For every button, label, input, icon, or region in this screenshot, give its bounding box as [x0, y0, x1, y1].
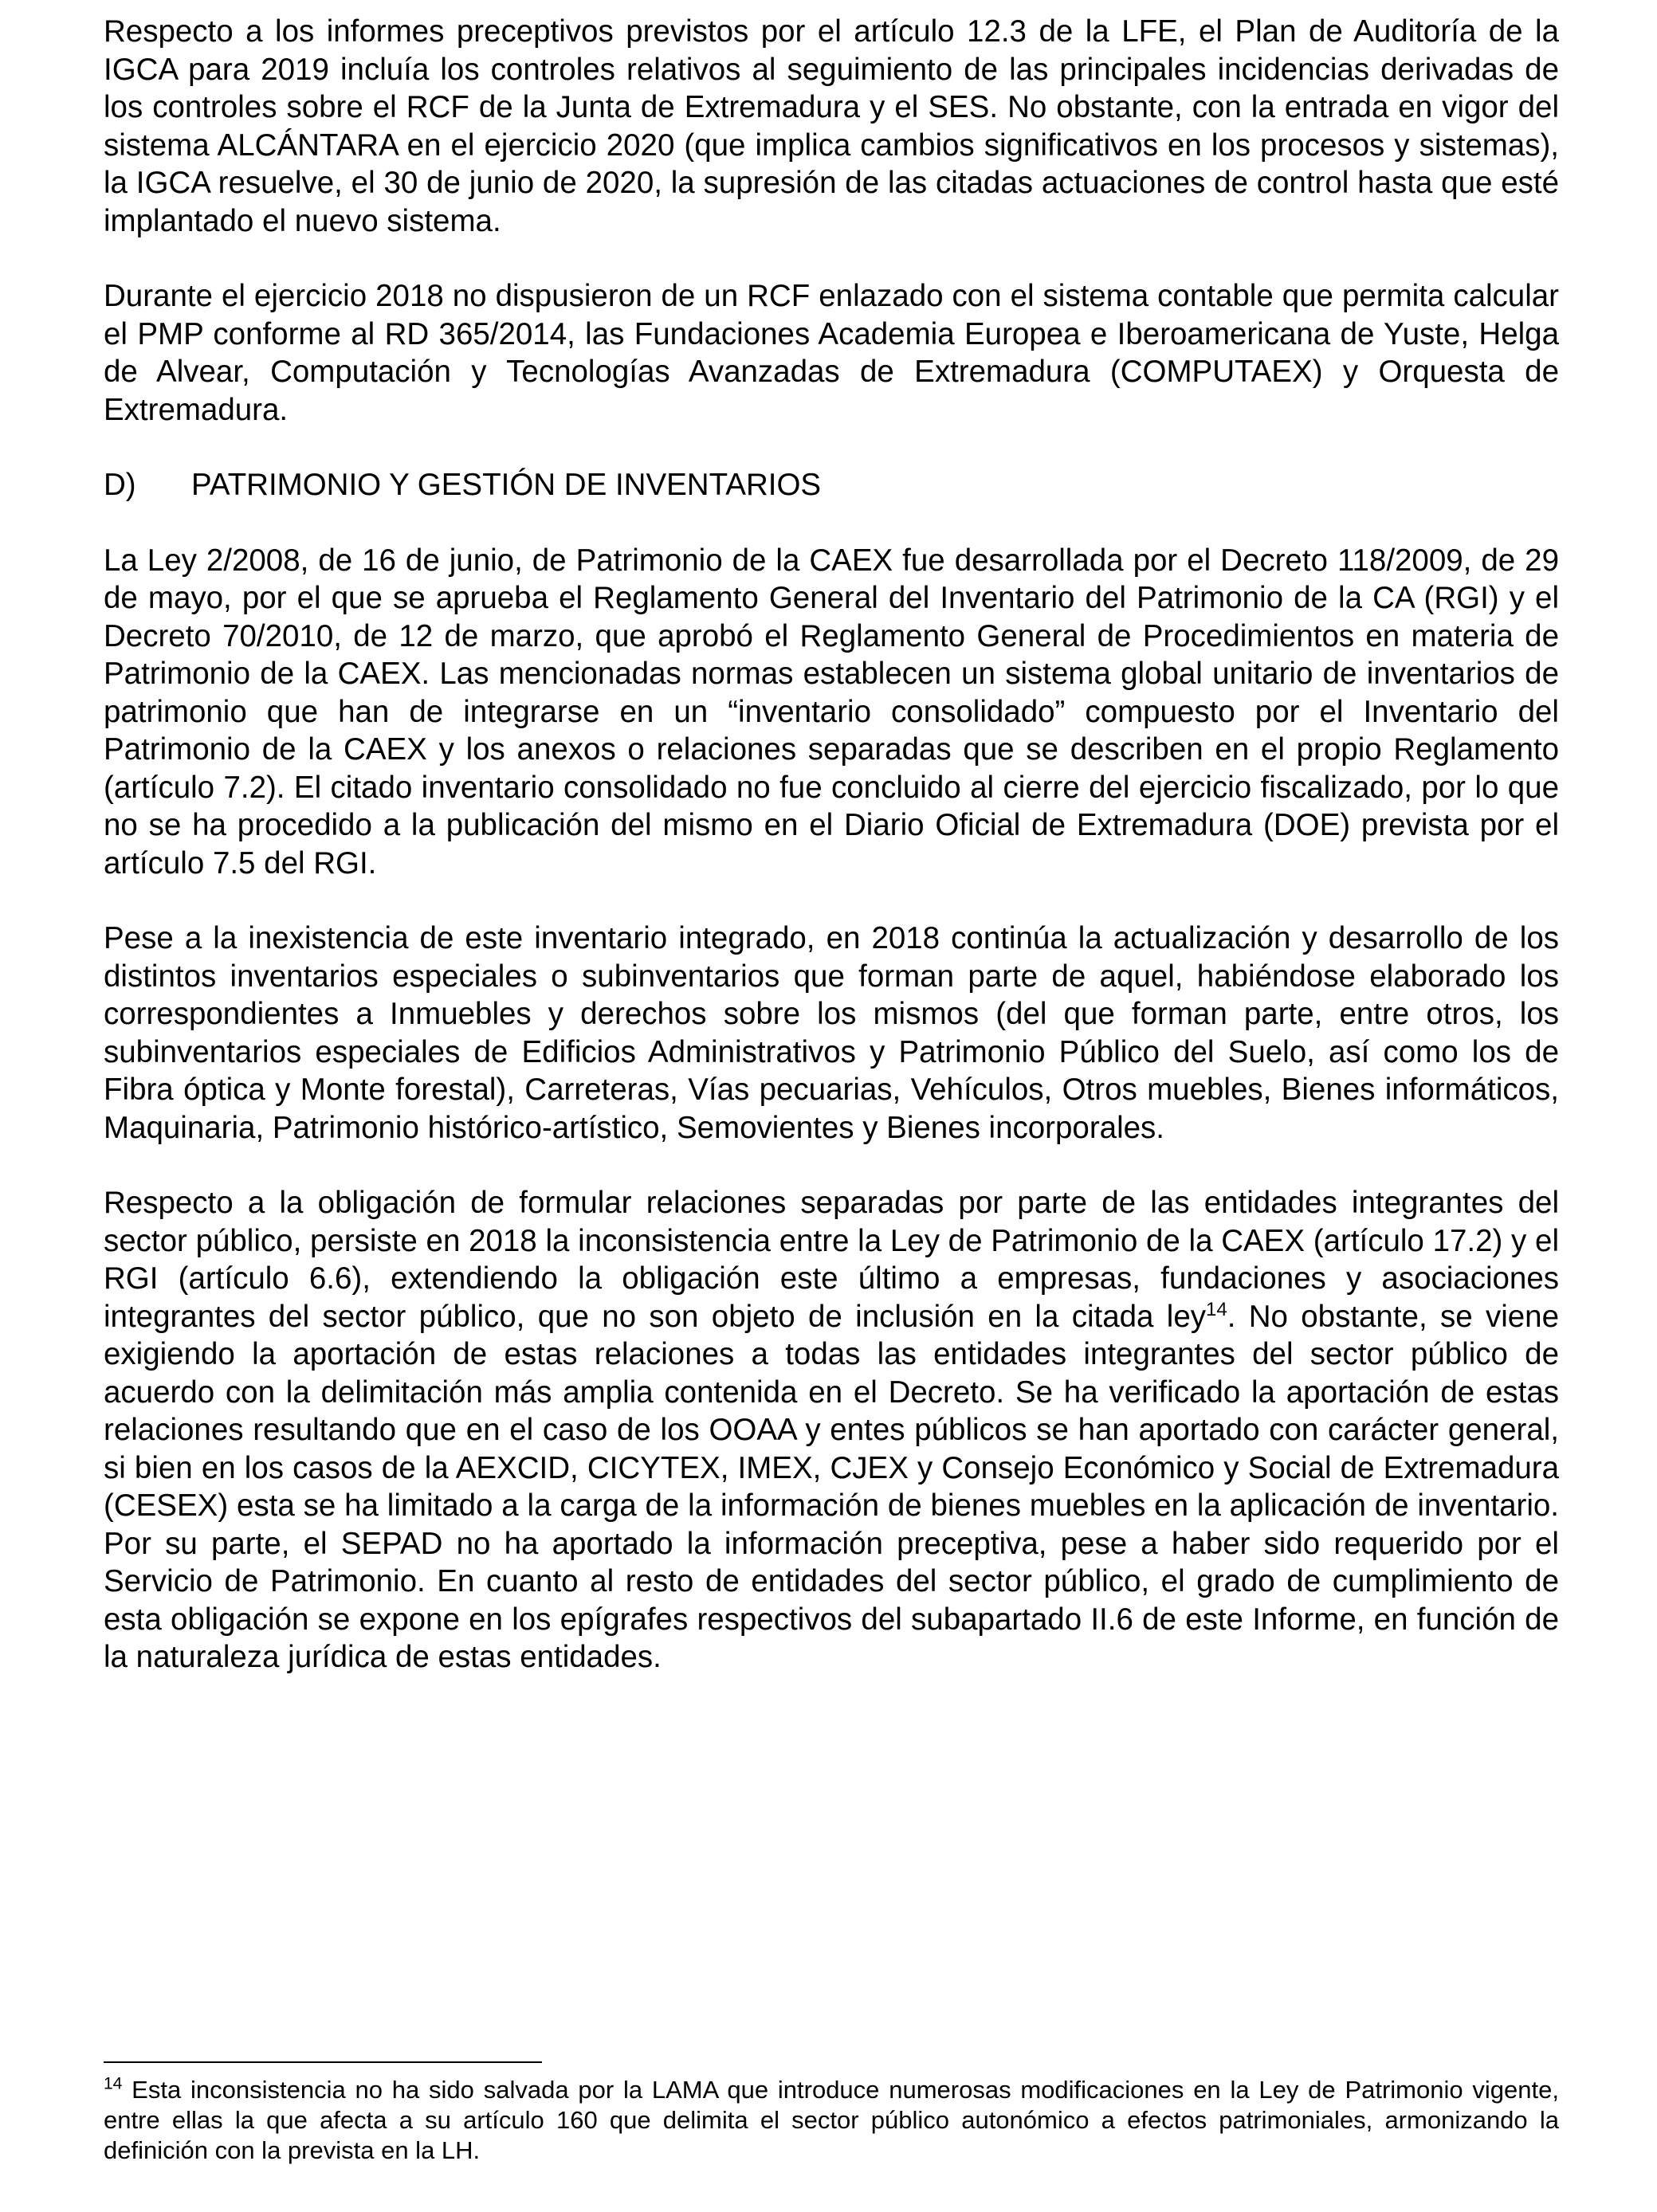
footnote-separator — [104, 2061, 542, 2063]
footnote-reference[interactable]: 14 — [1205, 1298, 1227, 1320]
section-heading-letter: D) — [104, 468, 136, 502]
paragraph-subinventories: Pese a la inexistencia de este inventario integrado, en 2018 continúa la actualización y desarrollo de los distintos inventarios especiales o subinventarios que forman parte de aquel, habiéndose elaborado los correspondientes a Inmuebles y derechos sobre los mismos (del que forman parte, entre otros, los subinventarios especiales de Edificios Administrativos y Patrimonio Público del Suelo, así como los de Fibra óptica y Monte forestal), Carreteras, Vías pecuarias, Vehículos, Otros muebles, Bienes informáticos, Maquinaria, Patrimonio histórico-artístico, Semovientes y Bienes incorporales. — [104, 921, 1559, 1145]
footnote — [104, 2075, 1559, 2166]
footnote-text: Esta inconsistencia no ha sido salvada por la LAMA que introduce numerosas modificaciones en la Ley de Patrimonio vigente, entre ellas la que afecta a su artículo 160 que delimita el sector público autonómico a efectos patrimoniales, armonizando la definición con la prevista en la LH. — [104, 2076, 1559, 2164]
footnote-number: 14 — [104, 2074, 123, 2093]
paragraph-separate-relations-part2: . No obstante, se viene exigiendo la aportación de estas relaciones a todas las entidades integrantes del sector público de acuerdo con la delimitación más amplia contenida en el Decreto. Se ha verificado la aportación de estas relaciones resultando que en el caso de los OOAA y entes públicos se han aportado con carácter general, si bien en los casos de la AEXCID, CICYTEX, IMEX, CJEX y Consejo Económico y Social de Extremadura (CESEX) esta se ha limitado a la carga de la información de bienes muebles en la aplicación de inventario. Por su parte, el SEPAD no ha aportado la información preceptiva, pese a haber sido requerido por el Servicio de Patrimonio. En cuanto al resto de entidades del sector público, el grado de cumplimiento de esta obligación se expone en los epígrafes respectivos del subapartado II.6 de este Informe, en función de la naturaleza jurídica de estas entidades. — [104, 1299, 1559, 1674]
section-heading — [104, 466, 1559, 504]
document-body — [104, 13, 1559, 1714]
paragraph-igca-audit-plan: Respecto a los informes preceptivos previstos por el artículo 12.3 de la LFE, el Plan de Auditoría de la IGCA para 2019 incluía los controles relativos al seguimiento de las principales incidencias derivadas de los controles sobre el RCF de la Junta de Extremadura y el SES. No obstante, con la entrada en vigor del sistema ALCÁNTARA en el ejercicio 2020 (que implica cambios significativos en los procesos y sistemas), la IGCA resuelve, el 30 de junio de 2020, la supresión de las citadas actuaciones de control hasta que esté implantado el nuevo sistema. — [104, 14, 1559, 238]
paragraph-separate-relations — [104, 1184, 1559, 1677]
paragraph-rcf-foundations: Durante el ejercicio 2018 no dispusieron de un RCF enlazado con el sistema contable que permita calcular el PMP conforme al RD 365/2014, las Fundaciones Academia Europea e Iberoamericana de Yuste, Helga de Alvear, Computación y Tecnologías Avanzadas de Extremadura (COMPUTAEX) y Orquesta de Extremadura. — [104, 279, 1559, 427]
paragraph-patrimonio-law: La Ley 2/2008, de 16 de junio, de Patrimonio de la CAEX fue desarrollada por el Decreto 118/2009, de 29 de mayo, por el que se aprueba el Reglamento General del Inventario del Patrimonio de la CA (RGI) y el Decreto 70/2010, de 12 de marzo, que aprobó el Reglamento General de Procedimientos en materia de Patrimonio de la CAEX. Las mencionadas normas establecen un sistema global unitario de inventarios de patrimonio que han de integrarse en un “inventario consolidado” compuesto por el Inventario del Patrimonio de la CAEX y los anexos o relaciones separadas que se describen en el propio Reglamento (artículo 7.2). El citado inventario consolidado no fue concluido al cierre del ejercicio fiscalizado, por lo que no se ha procedido a la publicación del mismo en el Diario Oficial de Extremadura (DOE) prevista por el artículo 7.5 del RGI. — [104, 543, 1559, 880]
paragraph-separate-relations-part1: Respecto a la obligación de formular relaciones separadas por parte de las entidades integrantes del sector público, persiste en 2018 la inconsistencia entre la Ley de Patrimonio de la CAEX (artículo 17.2) y el RGI (artículo 6.6), extendiendo la obligación este último a empresas, fundaciones y asociaciones integrantes del sector público, que no son objeto de inclusión en la citada ley — [104, 1186, 1559, 1334]
section-heading-title: PATRIMONIO Y GESTIÓN DE INVENTARIOS — [191, 468, 822, 502]
